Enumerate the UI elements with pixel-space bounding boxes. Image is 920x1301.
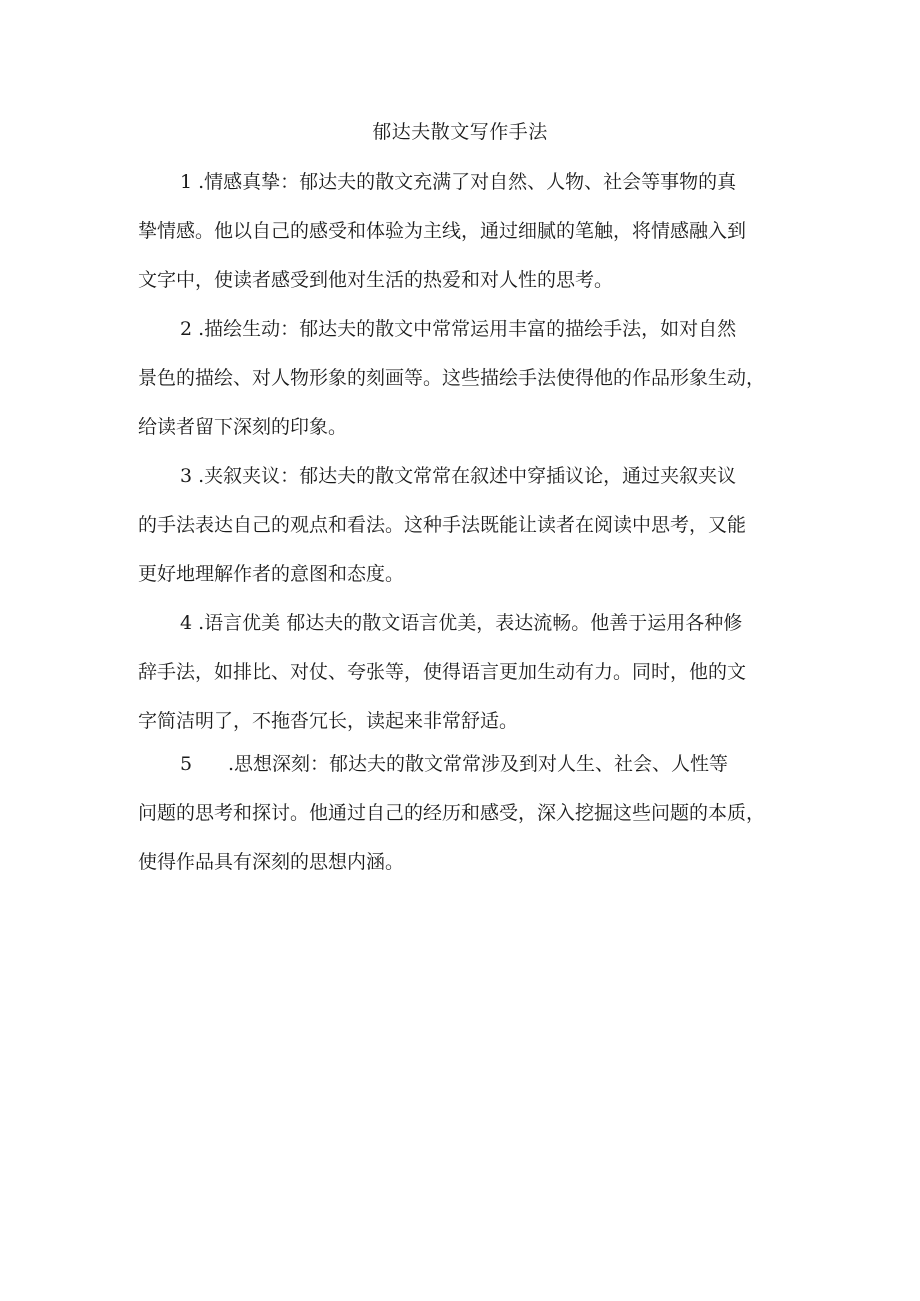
section-number: 3 — [180, 465, 193, 487]
section-1 — [138, 158, 792, 305]
section-number: 4 — [180, 612, 193, 634]
section-3-line-3: 更好地理解作者的意图和态度。 — [138, 563, 405, 585]
section-1-line-1 — [138, 158, 792, 207]
section-number: 1 — [180, 171, 193, 193]
section-3 — [138, 452, 792, 599]
section-4-line-3: 字简洁明了，不拖沓冗长，读起来非常舒适。 — [138, 710, 519, 732]
section-2-line-1 — [138, 305, 792, 354]
section-number: 5 — [180, 753, 193, 775]
section-4 — [138, 599, 792, 746]
section-5 — [138, 740, 792, 887]
section-4-line-1 — [138, 599, 792, 648]
section-5-line-1 — [138, 740, 792, 789]
section-5-line-3: 使得作品具有深刻的思想内涵。 — [138, 851, 405, 873]
section-4-line-2: 辞手法，如排比、对仗、夸张等，使得语言更加生动有力。同时，他的文 — [138, 661, 747, 683]
section-2-line-3: 给读者留下深刻的印象。 — [138, 416, 348, 438]
section-2 — [138, 305, 792, 452]
section-text: .语言优美 郁达夫的散文语言优美，表达流畅。他善于运用各种修 — [198, 612, 743, 634]
section-text: .描绘生动：郁达夫的散文中常常运用丰富的描绘手法，如对自然 — [198, 318, 737, 340]
section-number: 2 — [180, 318, 193, 340]
section-3-line-1 — [138, 452, 792, 501]
document-title: 郁达夫散文写作手法 — [372, 121, 548, 143]
section-text: .夹叙夹议：郁达夫的散文常常在叙述中穿插议论，通过夹叙夹议 — [198, 465, 737, 487]
section-1-line-3: 文字中，使读者感受到他对生活的热爱和对人性的思考。 — [138, 269, 614, 291]
section-3-line-2: 的手法表达自己的观点和看法。这种手法既能让读者在阅读中思考，又能 — [138, 514, 747, 536]
section-text: .情感真挚：郁达夫的散文充满了对自然、人物、社会等事物的真 — [198, 171, 737, 193]
section-2-line-2: 景色的描绘、对人物形象的刻画等。这些描绘手法使得他的作品形象生动， — [138, 367, 766, 389]
section-5-line-2: 问题的思考和探讨。他通过自己的经历和感受，深入挖掘这些问题的本质， — [138, 802, 766, 824]
section-text: .思想深刻：郁达夫的散文常常涉及到对人生、社会、人性等 — [228, 753, 729, 775]
section-1-line-2: 挚情感。他以自己的感受和体验为主线，通过细腻的笔触，将情感融入到 — [138, 220, 747, 242]
